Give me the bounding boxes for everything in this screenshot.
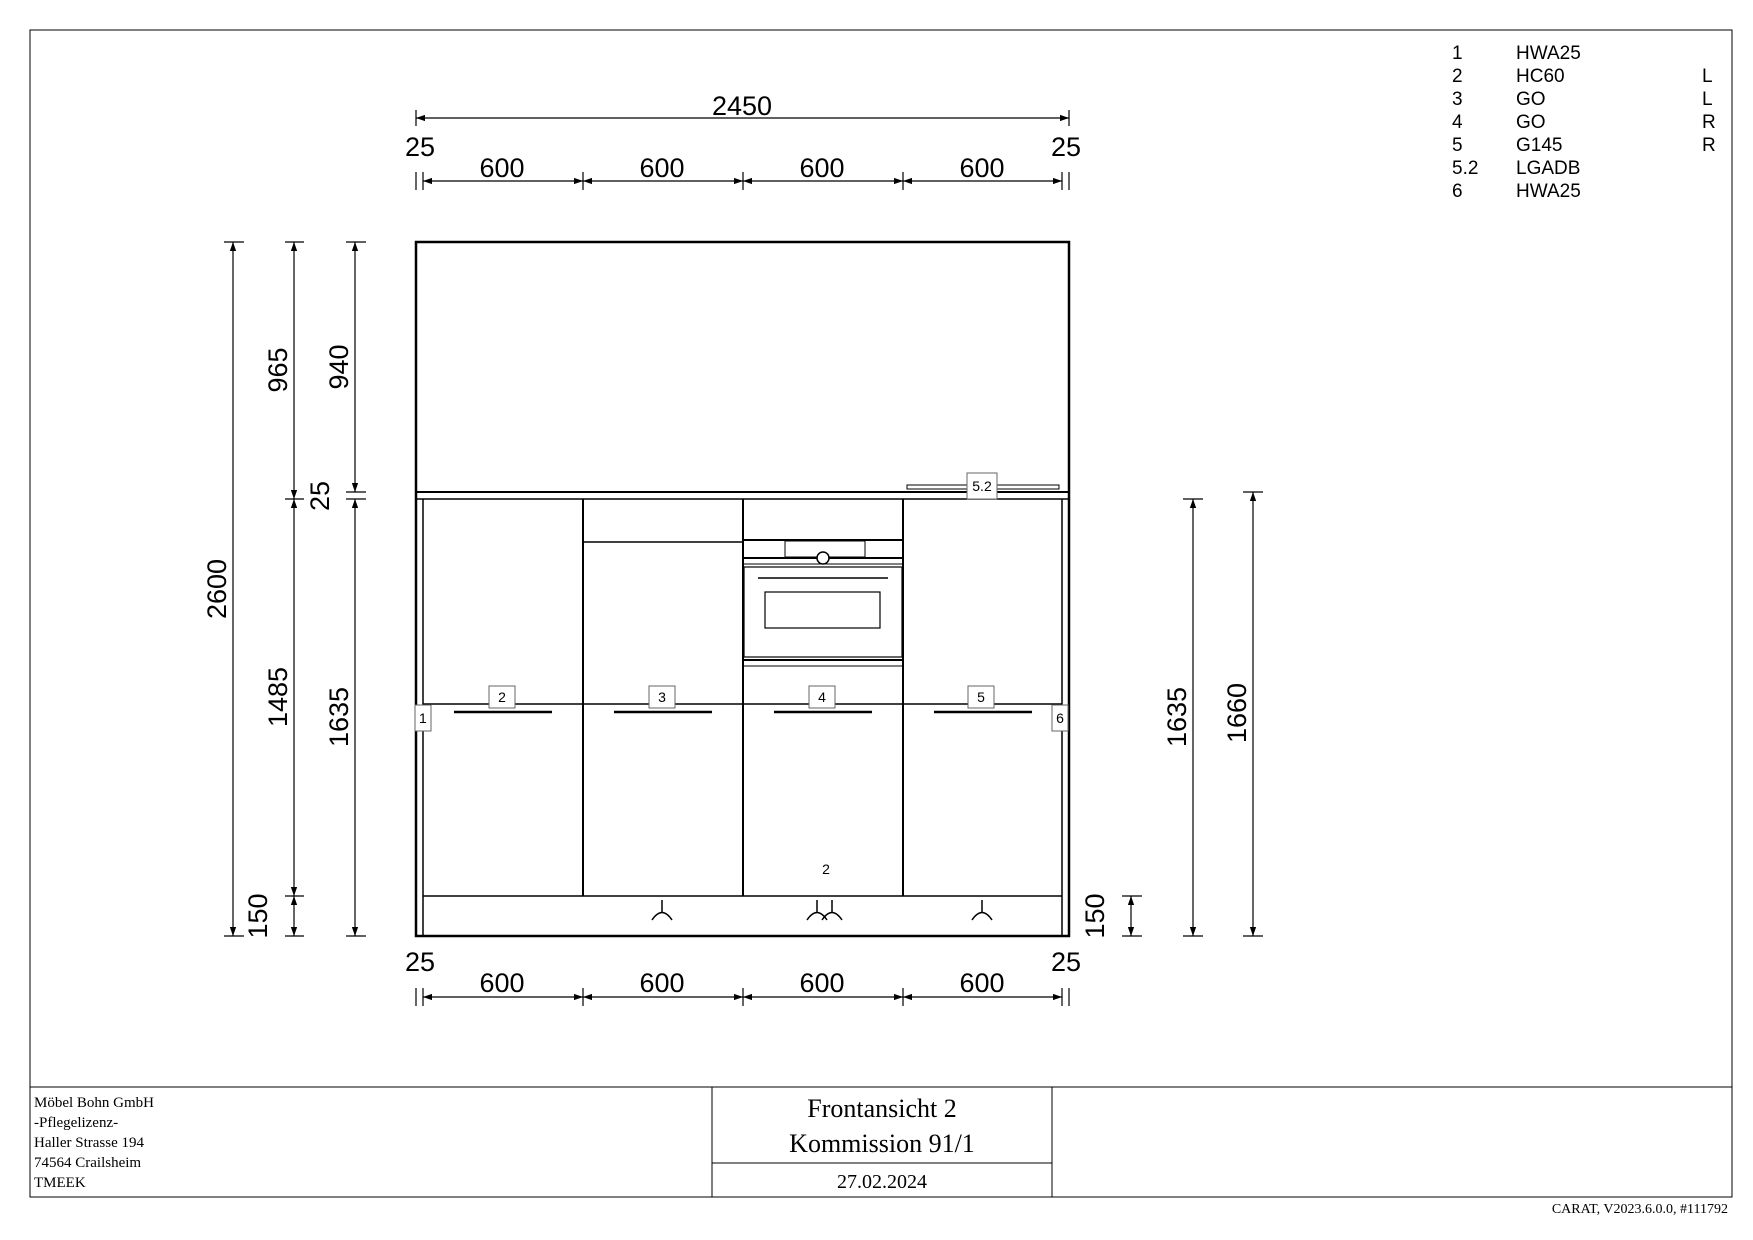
dim-top-side-right: 25 bbox=[1050, 132, 1082, 162]
dim-gap: 25 bbox=[305, 480, 335, 512]
legend-code: GO bbox=[1516, 112, 1546, 133]
kitchen-elevation bbox=[416, 242, 1069, 936]
tag-2: 2 bbox=[498, 689, 506, 705]
dim-plinth-right: 150 bbox=[1080, 893, 1110, 939]
company-line: -Pflegelizenz- bbox=[34, 1115, 119, 1131]
dim-top-side-left: 25 bbox=[404, 132, 436, 162]
parts-legend bbox=[1452, 43, 1716, 202]
legend-pos: 2 bbox=[1452, 66, 1463, 87]
dim-bottom-side-right: 25 bbox=[1050, 947, 1082, 977]
legend-code: LGADB bbox=[1516, 158, 1581, 179]
oven-knob bbox=[817, 552, 829, 564]
dim-bottom-module: 600 bbox=[799, 968, 845, 998]
legend-pos: 5.2 bbox=[1452, 158, 1479, 179]
legend-code: HWA25 bbox=[1516, 181, 1581, 202]
dim-bottom-module: 600 bbox=[479, 968, 525, 998]
dim-overall-width: 2450 bbox=[711, 91, 773, 121]
legend-side: R bbox=[1702, 135, 1716, 156]
legend-pos: 6 bbox=[1452, 181, 1463, 202]
drawing-title: Frontansicht 2 bbox=[807, 1094, 957, 1123]
legend-pos: 3 bbox=[1452, 89, 1463, 110]
dim-bottom-module: 600 bbox=[639, 968, 685, 998]
company-line: Haller Strasse 194 bbox=[34, 1135, 144, 1151]
dim-total-height: 2600 bbox=[202, 558, 232, 620]
tag-3: 3 bbox=[658, 689, 666, 705]
tag-5-2: 5.2 bbox=[972, 478, 992, 494]
dim-top-module: 600 bbox=[479, 153, 525, 183]
company-line: 74564 Crailsheim bbox=[34, 1155, 142, 1171]
dim-top-module: 600 bbox=[959, 153, 1005, 183]
appliance-marker: 2 bbox=[822, 861, 830, 877]
dim-top-module: 600 bbox=[799, 153, 845, 183]
legend-code: GO bbox=[1516, 89, 1546, 110]
dim-upper-inner: 940 bbox=[324, 344, 354, 390]
foot-symbol bbox=[652, 900, 672, 920]
tag-5: 5 bbox=[977, 689, 985, 705]
vertical-dimension-labels bbox=[202, 344, 1252, 938]
dim-tall-inner: 1635 bbox=[324, 686, 354, 748]
company-line: TMEEK bbox=[34, 1175, 86, 1191]
dim-tall-outer: 1485 bbox=[263, 666, 293, 728]
legend-pos: 5 bbox=[1452, 135, 1463, 156]
company-line: Möbel Bohn GmbH bbox=[34, 1095, 154, 1111]
legend-code: G145 bbox=[1516, 135, 1563, 156]
company-address bbox=[34, 1095, 154, 1191]
legend-pos: 1 bbox=[1452, 43, 1463, 64]
foot-symbol bbox=[972, 900, 992, 920]
tag-4: 4 bbox=[818, 689, 826, 705]
oven-window bbox=[765, 592, 880, 628]
tag-6: 6 bbox=[1056, 710, 1064, 726]
dim-bottom-side-left: 25 bbox=[404, 947, 436, 977]
foot-symbol bbox=[807, 900, 842, 920]
legend-code: HC60 bbox=[1516, 66, 1565, 87]
tag-1: 1 bbox=[419, 710, 427, 726]
oven-door bbox=[744, 567, 902, 657]
legend-side: R bbox=[1702, 112, 1716, 133]
dim-right-outer: 1660 bbox=[1222, 682, 1252, 744]
dim-bottom-module: 600 bbox=[959, 968, 1005, 998]
legend-code: HWA25 bbox=[1516, 43, 1581, 64]
sheet-frame bbox=[30, 30, 1732, 1197]
legend-side: L bbox=[1702, 66, 1713, 87]
dim-upper-outer: 965 bbox=[263, 347, 293, 393]
legend-side: L bbox=[1702, 89, 1713, 110]
dim-plinth-left: 150 bbox=[243, 893, 273, 939]
position-tags bbox=[415, 473, 1068, 877]
software-version: CARAT, V2023.6.0.0, #111792 bbox=[1551, 1202, 1728, 1217]
drawing-subtitle: Kommission 91/1 bbox=[789, 1129, 975, 1158]
drawing-date: 27.02.2024 bbox=[837, 1171, 927, 1193]
dim-right-inner: 1635 bbox=[1162, 686, 1192, 748]
legend-pos: 4 bbox=[1452, 112, 1463, 133]
dim-top-module: 600 bbox=[639, 153, 685, 183]
